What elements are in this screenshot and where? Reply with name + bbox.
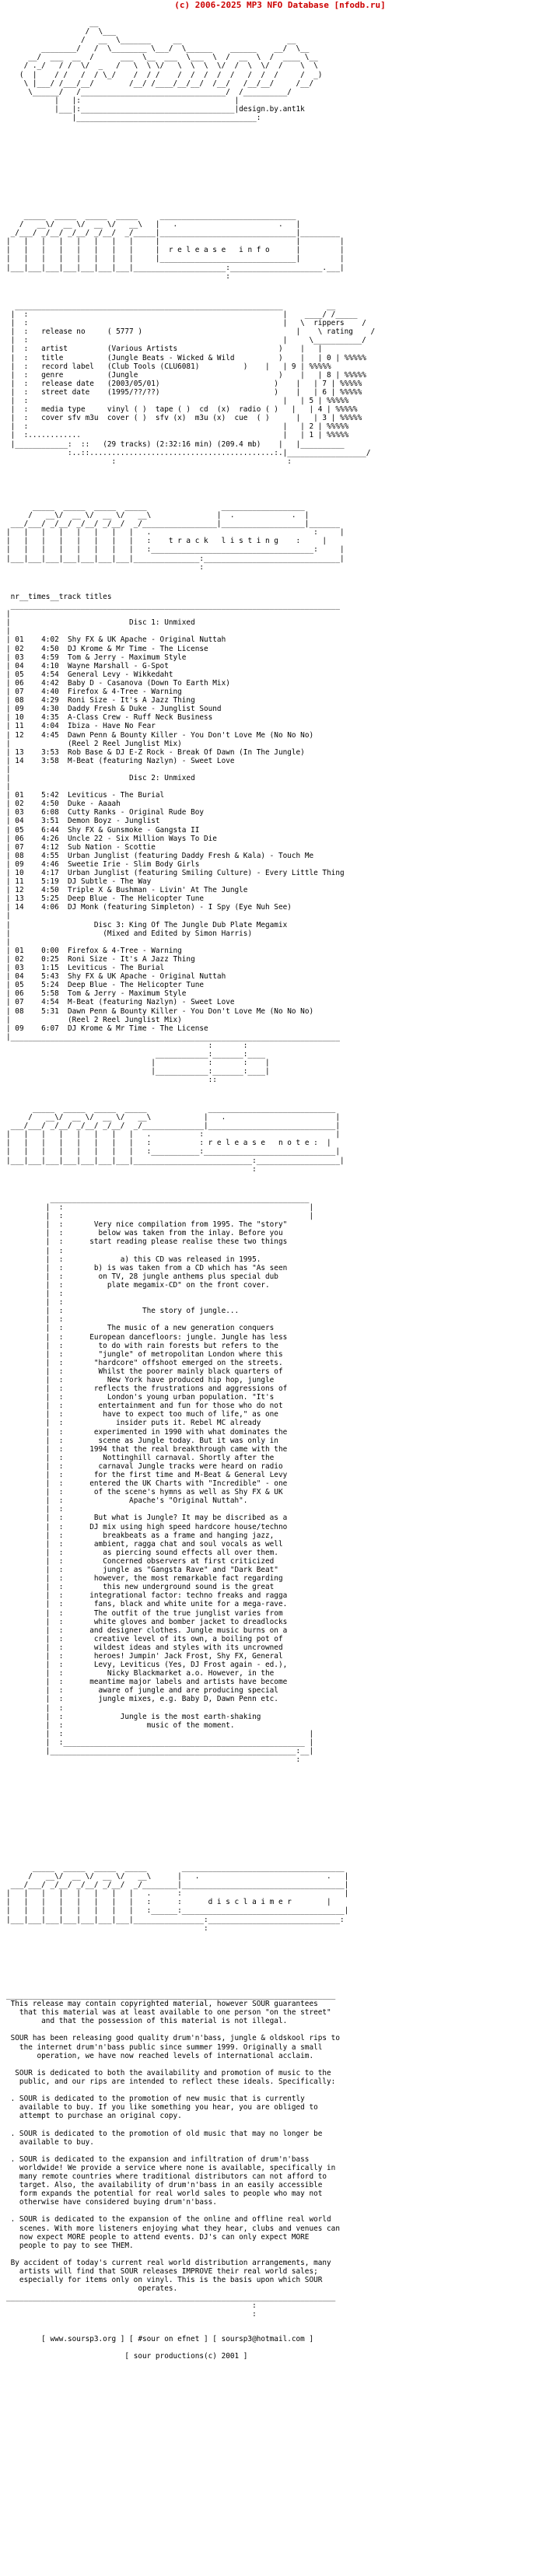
disclaimer-line: SOUR is dedicated to both the availability and promotion of music to the: [6, 2068, 331, 2077]
disclaimer-line: people to pay to see THEM.: [6, 2241, 134, 2250]
track-row: 09 6:07 DJ Krome & Mr Time - The License: [15, 1024, 208, 1033]
disclaimer-line: form expands the potential for real world sales to people who may not: [6, 2189, 323, 2199]
story-line: "jungle" of metropolitan London where this: [98, 1349, 283, 1359]
release-notes-body: ___________________________________________________________ | : | | : | | : Very nice compilation from 1995. The "story" | : below was taken from the inlay. Before you | : start reading please realise these two things | : | : a) this CD was released in 1995. | : b) is was taken from a CD which has "As seen | : on TV, 28 jungle anthems plus special dub | : plate megamix-CD" on the front cover. | : | : | : The story of jungle... | : | : The music of a new generation conquers | : European dancefloors: jungle. Jungle has less | : to do with rain forests but refers to the | : "jungle" of metropolitan London where this | : "hardcore" offshoot emerged on the streets. | : Whilst the poorer mainly black quarters of | : New York have produced hip hop, jungle | : reflects the frustrations and aggressions of | : London's young urban population. "It's | : entertainment and fun for those who do not | : have to expect too much of life," as one | : insider puts it. Rebel MC already | : experimented in 1990 with what dominates the | : scene as Jungle today. But it was only in | : 1994 that the real breakthrough came with the | : Nottinghill carnaval. Shortly after the | : carnaval Jungle tracks were heard on radio | : for the first time and M-Beat & General Levy | : entered the UK Charts with "Incredible" - one | : of the scene's hymns as well as Shy FX & UK | : Apache's "Original Nuttah". | : | : But what is Jungle? It may be discribed as a | : DJ mix using high speed hardcore house/techno | : breakbeats as a frame and hanging jazz, | : ambient, ragga chat and soul vocals as well | : as piercing sound effects all over them. | : Concerned observers at first criticized | : jungle as "Gangsta Rave" and "Dark Beat" | : however, the most remarkable fact regarding | : this new underground sound is the great | : integrational factor: techno freaks and ragga | : fans, black and white unite for a mega-rave. | : The outfit of the true junglist varies from | : white gloves and bomber jacket to dreadlocks | : and designer clothes. Jungle music burns on a | : creative level of its own, a boiling pot of | : wildest ideas and styles with its uncrowned | : heroes! Jumpin' Jack Frost, Shy FX, General | : Levy, Leviticus (Yes, DJ Frost again - ed.), | : Nicky Blackmarket a.o. However, in the | : meantime major labels and artists have become | : aware of jungle and are producing special | : jungle mixes, e.g. Baby D, Dawn Penn etc. | : | : Jungle is the most earth-shaking | : music of the moment. | : | | :_______________________________________________________ | |________________________________________________________:__| :: [6, 1195, 314, 1765]
track-row: 06 4:26 Uncle 22 - Six Million Ways To Die: [15, 834, 217, 843]
story-line: New York have produced hip hop, jungle: [107, 1375, 275, 1384]
disclaimer-line: attempt to purchase an original copy.: [6, 2112, 182, 2121]
disclaimer-line: operation, we have now reached levels of international acclaim.: [6, 2051, 314, 2060]
notes-line: below was taken from the inlay. Before you: [98, 1229, 283, 1238]
release-info-table: _____________________________________________________________ __ | : | ____/ /_____ | : | \ rippers / | : release no ( 5777 ) | \ rating / | : | \___________/ | : artist (Various Artists ) | | | : title (Jungle Beats - Wicked & Wild ) | | 0 | %%%%% | : record label (Club Tools (CLU6081) ) | | 9 | %%%%% | : genre (Jungle ) | | 8 | %%%%% | : release date (2003/05/01) ) | | 7 | %%%%% | : street date (1995/??/??) ) | | 6 | %%%%% | : | | 5 | %%%%% | : media type vinyl ( ) tape ( ) cd (x) radio ( ) | | 4 | %%%%% | : cover sfv m3u cover ( ) sfv (x) m3u (x) cue ( ) | | 3 | %%%%% | : | | 2 | %%%%% | :............ | | 1 | %%%%% |____________: :: (29 tracks) (2:32:16 min) (209.4 mb) | |__________ :..::..........................................:.|__________________/ : :: [10, 302, 376, 466]
story-line: insider puts it. Rebel MC already: [116, 1419, 261, 1428]
story-line: Apache's "Original Nuttah".: [129, 1496, 248, 1506]
disclaimer-text: [6, 2000, 340, 2293]
track-row: 07 4:12 Sub Nation - Scottie: [15, 842, 156, 852]
disclaimer-line: artists will find that SOUR releases IMPROVE their real world sales;: [6, 2267, 318, 2276]
disclaimer-line: SOUR has been releasing good quality drum'n'bass, jungle & oldskool rips to: [6, 2034, 340, 2043]
rating-1: 1 |: [309, 431, 323, 440]
disclaimer-line: available to buy. If you like something you hear, you are obliged to: [6, 2103, 318, 2112]
release-summary: (29 tracks) (2:32:16 min) (209.4 mb): [103, 439, 261, 449]
story-line: entered the UK Charts with "Incredible" - one: [89, 1479, 288, 1489]
rating-7: 7 |: [322, 379, 336, 388]
story-line: The music of a new generation conquers: [107, 1324, 275, 1333]
track-row: 11 5:19 DJ Subtle - The Way: [15, 877, 152, 887]
disclaimer-line: and that the possession of this material is not illegal.: [6, 2017, 288, 2026]
rating-2: 2 |: [309, 422, 323, 432]
street-date-value: (1995/??/??): [107, 387, 160, 397]
disclaimer-line: worldwide! We provide a service where none is available, specifically in: [6, 2163, 336, 2172]
track-row: 06 5:58 Tom & Jerry - Maximum Style: [15, 989, 187, 999]
story-line: experimented in 1990 with what dominates the: [93, 1427, 288, 1437]
notes-line: a) this CD was released in 1995.: [120, 1255, 261, 1264]
track-row: 03 4:59 Tom & Jerry - Maximum Style: [15, 653, 187, 662]
media-type-value: vinyl ( ) tape ( ) cd (x) radio ( ): [107, 405, 278, 415]
title-value: (Jungle Beats - Wicked & Wild: [107, 353, 235, 362]
disclaimer-line: . SOUR is dedicated to the expansion and infiltration of drum'n'bass: [6, 2154, 310, 2164]
story-line: Whilst the poorer mainly black quarters of: [98, 1367, 283, 1376]
track-row: 04 4:10 Wayne Marshall - G-Spot: [15, 661, 169, 670]
release-note-banner: _____ _____ _____ _____ _____________________________ / __\/ __ \/ __ \/ __\ | . | ___/___/ _/__/ _/__/ _/__/ _/______________|_____________________________| | | | | | | | | . : | | | | | | | | | : : r e l e a s e n o t e : | | | | | | | | | :___________:______________________________| |___|___|___|___|___|___|___|___________________________:___________________| :: [6, 1104, 345, 1174]
story-line: jungle as "Gangsta Rave" and "Dark Beat": [103, 1566, 278, 1575]
story-line: DJ mix using high speed hardcore house/techno: [89, 1522, 288, 1531]
genre-value: (Jungle: [107, 370, 138, 380]
track-row: 02 4:50 DJ Krome & Mr Time - The License: [15, 644, 208, 653]
story-line: as piercing sound effects all over them.: [103, 1548, 278, 1557]
track-row: 09 4:46 Sweetie Irie - Slim Body Girls: [15, 859, 200, 869]
release-date-value: (2003/05/01): [107, 379, 160, 388]
disc-3-title: Disc 3: King Of The Jungle Dub Plate Megamix: [93, 920, 288, 929]
story-line: scene as Jungle today. But it was only in: [98, 1436, 278, 1445]
disclaimer-line: especially for items only on vinyl. This is the basis upon which SOUR: [6, 2276, 323, 2285]
disclaimer-line: available to buy.: [6, 2137, 94, 2147]
disclaimer-line: target. Also, the availability of drum'n'bass in an easily accessible: [6, 2181, 323, 2190]
disclaimer-line: that this material was at least available to one person "on the street": [6, 2008, 331, 2018]
story-line: ambient, ragga chat and soul vocals as well: [93, 1539, 283, 1549]
disclaimer-line: otherwise have considered buying drum'n'bass.: [6, 2198, 217, 2207]
footer-contact: [ www.soursp3.org ] [ #sour on efnet ] [ soursp3@hotmail.com ]: [41, 2335, 314, 2343]
track-list: nr__times__track titles ___________________________________________________________________________ | | Disc 1: Unmixed | | 01 4:02 Shy FX & UK Apache - Original Nuttah | 02 4:50 DJ Krome & Mr Time - The License | 03 4:59 Tom & Jerry - Maximum Style | 04 4:10 Wayne Marshall - G-Spot | 05 4:54 General Levy - Wikkedaht | 06 4:42 Baby D - Casanova (Down To Earth Mix) | 07 4:40 Firefox & 4-Tree - Warning | 08 4:29 Roni Size - It's A Jazz Thing | 09 4:30 Daddy Fresh & Duke - Junglist Sound | 10 4:35 A-Class Crew - Ruff Neck Business | 11 4:04 Ibiza - Have No Fear | 12 4:45 Dawn Penn & Bounty Killer - You Don't Love Me (No No No) | (Reel 2 Reel Junglist Mix) | 13 3:53 Rob Base & DJ E-Z Rock - Break Of Dawn (In The Jungle) | 14 3:58 M-Beat (featuring Nazlyn) - Sweet Love | | Disc 2: Unmixed | | 01 5:42 Leviticus - The Burial | 02 4:50 Duke - Aaaah | 03 6:08 Cutty Ranks - Original Rude Boy | 04 3:51 Demon Boyz - Junglist | 05 6:44 Shy FX & Gunsmoke - Gangsta II | 06 4:26 Uncle 22 - Six Million Ways To Die | 07 4:12 Sub Nation - Scottie | 08 4:55 Urban Junglist (featuring Daddy Fresh & Kala) - Touch Me | 09 4:46 Sweetie Irie - Slim Body Girls | 10 4:17 Urban Junglist (featuring Smiling Culture) - Every Little Thing | 11 5:19 DJ Subtle - The Way | 12 4:50 Triple X & Bushman - Livin' At The Jungle | 13 5:25 Deep Blue - The Helicopter Tune | 14 4:06 DJ Monk (featuring Simpleton) - I Spy (Eye Nuh See) | | Disc 3: King Of The Jungle Dub Plate Megamix | (Mixed and Edited by Simon Harris) | | 01 0:00 Firefox & 4-Tree - Warning | 02 0:25 Roni Size - It's A Jazz Thing | 03 1:15 Leviticus - The Burial | 04 5:43 Shy FX & UK Apache - Original Nuttah | 05 5:24 Deep Blue - The Helicopter Tune | 06 5:58 Tom & Jerry - Maximum Style | 07 4:54 M-Beat (featuring Nazlyn) - Sweet Love | 08 5:31 Dawn Penn & Bounty Killer - You Don't Love Me (No No No) | (Reel 2 Reel Junglist Mix) | 09 6:07 DJ Krome & Mr Time - The License |___________________________________________________________________________ : : ____________:_______:____ | : : | |____________:_______:____| ::: [6, 593, 345, 1085]
track-row: 12 4:50 Triple X & Bushman - Livin' At The Jungle: [15, 886, 248, 895]
track-row: 04 3:51 Demon Boyz - Junglist: [15, 817, 160, 826]
logo-credit: design.by.ant1k: [239, 104, 305, 114]
rating-9: 9 |: [291, 362, 305, 371]
ripper-label: rippers: [313, 319, 345, 328]
track-row: 01 0:00 Firefox & 4-Tree - Warning: [15, 946, 182, 955]
disclaimer-line: By accident of today's current real world distribution arrangements, many: [6, 2258, 331, 2267]
story-line: of the scene's hymns as well as Shy FX & UK: [93, 1488, 283, 1497]
track-row: 01 5:42 Leviticus - The Burial: [15, 791, 165, 800]
section-title-release-info: r e l e a s e i n f o: [168, 246, 270, 255]
track-row: 02 0:25 Roni Size - It's A Jazz Thing: [15, 954, 195, 964]
story-title: The story of jungle...: [142, 1307, 240, 1316]
track-row: 01 4:02 Shy FX & UK Apache - Original Nuttah: [15, 635, 226, 645]
disclaimer-line: . SOUR is dedicated to the promotion of new music that is currently: [6, 2095, 305, 2104]
artist-value: (Various Artists: [107, 345, 178, 354]
ascii-logo: __ / \___ / __ \_______ __ __ ________/ / \________ \___/ \______ ______ __/ \__ __/ ___ __ / ___ \__ ___ \___ \ / __ \ / ____ \__ / ._/ / / \/ _ / \ \ \/ \ \ \ \/ / \ \/ / \ \ ( | / / / / \_/ / / / / / / / / / / / / _) \ |___/ /___/__/ /__/ /____/__/__/ /__/ /__/__/ /__/ \______/ /_________________________________/ /__________/ | |: | |___|:___________________________________|design.by.ant1k |_________________________________________:: [19, 19, 323, 123]
disc-1-title: Disc 1: Unmixed: [129, 618, 195, 628]
story-line: to do with rain forests but refers to the: [98, 1341, 278, 1350]
story-line: however, the most remarkable fact regarding: [93, 1574, 283, 1584]
disclaimer-line: . SOUR is dedicated to the expansion of the online and offline real world: [6, 2215, 331, 2224]
story-line: music of the moment.: [146, 1720, 235, 1730]
disclaimer-banner: _____ _____ _____ _____ _____________________________________ / __\/ __ \/ __ \/ __\ | . . | ___/___/ _/__/ _/__/ _/__/ _/________|_____________________________________| | | | | | | | | . : | | | | | | | | | : : d i s c l a i m e r | | | | | | | | | :______:_____________________________________| |___|___|___|___|___|___|___|________________:______________________________: :: [6, 1864, 349, 1933]
story-line: heroes! Jumpin' Jack Frost, Shy FX, General: [93, 1651, 283, 1661]
track-row: 02 4:50 Duke - Aaaah: [15, 800, 121, 809]
disclaimer-body: ___________________________________________________________________________ This release may contain copyrighted material, however SOUR guarantees that this material was at least available to one person "on the street" and that the possession of this material is not illegal. SOUR has been releasing good quality drum'n'bass, jungle & oldskool rips to the internet drum'n'bass public since summer 1999. Originally a small operation, we have now reached levels of international acclaim. SOUR is dedicated to both the availability and promotion of music to the public, and our rips are intended to reflect these ideals. Specifically: . SOUR is dedicated to the promotion of new music that is currently available to buy. If you like something you hear, you are obliged to attempt to purchase an original copy. . SOUR is dedicated to the promotion of old music that may no longer be available to buy. . SOUR is dedicated to the expansion and infiltration of drum'n'bass worldwide! We provide a service where none is available, specifically in many remote countries where traditional distributors can not afford to target. Also, the availability of drum'n'bass in an easily accessible form expands the potential for real world sales to people who may not otherwise have considered buying drum'n'bass. . SOUR is dedicated to the expansion of the online and offline real world scenes. With more listeners enjoying what they hear, clubs and venues can now expect MORE people to attend events. DJ's can only expect MORE people to pay to see THEM. By accident of today's current real world distribution arrangements, many artists will find that SOUR releases IMPROVE their real world sales; especially for items only on vinyl. This is the basis upon which SOUR operates. ___________________________________________________________________________ : :: [6, 1991, 340, 2319]
story-line: carnaval Jungle tracks were heard on radio: [98, 1461, 283, 1471]
track-row: 13 5:25 Deep Blue - The Helicopter Tune: [15, 894, 204, 904]
disc-3-subtitle: (Mixed and Edited by Simon Harris): [103, 929, 253, 938]
track-row: 03 6:08 Cutty Ranks - Original Rude Boy: [15, 808, 204, 817]
track-row: 05 6:44 Shy FX & Gunsmoke - Gangsta II: [15, 825, 200, 835]
story-line: this new underground sound is the great: [103, 1583, 275, 1592]
release-info-banner: _____ _____ _____ _____ _______________________________ / __\/ __ \/ __ \/ __\ | . . | _/___/ _/__/ _/__/ _/__/ _/_____|_______________________________|_________ | | | | | | | | | | | | | | | | | | | | r e l e a s e i n f o | | | | | | | | | | |_______________________________| | |___|___|___|___|___|___|___|_____________________:_____________________.___| :: [6, 212, 345, 281]
track-row: 03 1:15 Leviticus - The Burial: [15, 964, 165, 973]
track-row: 04 5:43 Shy FX & UK Apache - Original Nuttah: [15, 972, 226, 982]
story-line: "hardcore" offshoot emerged on the streets.: [93, 1358, 283, 1367]
record-label-value: (Club Tools (CLU6081): [107, 362, 200, 371]
section-title-disclaimer: d i s c l a i m e r: [208, 1898, 292, 1907]
rating-5: 5 |: [309, 397, 323, 406]
disclaimer-line: many remote countries where traditional distributors can not afford to: [6, 2172, 327, 2181]
story-line: But what is Jungle? It may be discribed as a: [93, 1514, 288, 1523]
story-line: creative level of its own, a boiling pot of: [93, 1634, 283, 1643]
story-line: Nicky Blackmarket a.o. However, in the: [107, 1669, 275, 1678]
disclaimer-line: operates.: [6, 2284, 178, 2294]
story-line: Levy, Leviticus (Yes, DJ Frost again - ed.),: [93, 1661, 288, 1670]
track-row: 10 4:35 A-Class Crew - Ruff Neck Business: [15, 713, 213, 723]
track-row: (Reel 2 Reel Junglist Mix): [15, 1015, 182, 1024]
track-row: 08 5:31 Dawn Penn & Bounty Killer - You Don't Love Me (No No No): [15, 1006, 314, 1016]
story-line: Jungle is the most earth-shaking: [120, 1712, 261, 1721]
story-line: white gloves and bomber jacket to dreadlocks: [93, 1617, 288, 1626]
track-row: 10 4:17 Urban Junglist (featuring Smiling Culture) - Every Little Thing: [15, 869, 345, 877]
disclaimer-line: now expect MORE people to attend events. DJ's can only expect MORE: [6, 2232, 310, 2242]
notes-text: | : Very nice compilation from 1995. The "story" | : below was taken from the inlay. Before you | : start reading please realise these two things | : | : a) this CD was released in 1995. | : b) is was taken from a CD which has "As seen | : on TV, 28 jungle anthems plus special dub | : plate megamix-CD" on the front cover. | : | : | : The story of jungle... | : | : The music of a new generation conquers | : European dancefloors: jungle. Jungle has less | : to do with rain forests but refers to the | : "jungle" of metropolitan London where this | : "hardcore" offshoot emerged on the streets. | : Whilst the poorer mainly black quarters of | : New York have produced hip hop, jungle | : reflects the frustrations and aggressions of | : London's young urban population. "It's | : entertainment and fun for those who do not | : have to expect too much of life," as one | : insider puts it. Rebel MC already | : experimented in 1990 with what dominates the | : scene as Jungle today. But it was only in | : 1994 that the real breakthrough came with the | : Nottinghill carnaval. Shortly after the | : carnaval Jungle tracks were heard on radio | : for the first time and M-Beat & General Levy | : entered the UK Charts with "Incredible" - one | : of the scene's hymns as well as Shy FX & UK | : Apache's "Original Nuttah". | : | : But what is Jungle? It may be discribed as a | : DJ mix using high speed hardcore house/techno | : breakbeats as a frame and hanging jazz, | : ambient, ragga chat and soul vocals as well | : as piercing sound effects all over them. | : Concerned observers at first criticized | : jungle as "Gangsta Rave" and "Dark Beat" | : however, the most remarkable fact regarding | : this new underground sound is the great | : integrational factor: techno freaks and ragga | : fans, black and white unite for a mega-rave. | : The outfit of the true junglist varies from | : white gloves and bomber jacket to dreadlocks | : and designer clothes. Jungle music burns on a | : creative level of its own, a boiling pot of | : wildest ideas and styles with its uncrowned | : heroes! Jumpin' Jack Frost, Shy FX, General | : Levy, Leviticus (Yes, DJ Frost again - ed.), | : Nicky Blackmarket a.o. However, in the | : meantime major labels and artists have become | : aware of jungle and are producing special | : jungle mixes, e.g. Baby D, Dawn Penn etc. | : | : Jungle is the most earth-shaking | : music of the moment.: [6, 1220, 288, 1730]
story-line: meantime major labels and artists have become: [89, 1678, 288, 1687]
story-line: fans, black and white unite for a mega-rave.: [93, 1600, 288, 1609]
disclaimer-line: the internet drum'n'bass public since summer 1999. Originally a small: [6, 2042, 323, 2052]
release-no: ( 5777 ): [107, 327, 142, 337]
story-line: London's young urban population. "It's: [107, 1393, 275, 1402]
notes-line: b) is was taken from a CD which has "As seen: [93, 1263, 288, 1272]
disc-1-tracks: | 01 4:02 Shy FX & UK Apache - Original Nuttah | 02 4:50 DJ Krome & Mr Time - The License | 03 4:59 Tom & Jerry - Maximum Style | 04 4:10 Wayne Marshall - G-Spot | 05 4:54 General Levy - Wikkedaht | 06 4:42 Baby D - Casanova (Down To Earth Mix) | 07 4:40 Firefox & 4-Tree - Warning | 08 4:29 Roni Size - It's A Jazz Thing | 09 4:30 Daddy Fresh & Duke - Junglist Sound | 10 4:35 A-Class Crew - Ruff Neck Business | 11 4:04 Ibiza - Have No Fear | 12 4:45 Dawn Penn & Bounty Killer - You Don't Love Me (No No No) | (Reel 2 Reel Junglist Mix) | 13 3:53 Rob Base & DJ E-Z Rock - Break Of Dawn (In The Jungle) | 14 3:58 M-Beat (featuring Nazlyn) - Sweet Love: [6, 635, 314, 765]
track-row: 14 3:58 M-Beat (featuring Nazlyn) - Sweet Love: [15, 756, 235, 765]
notes-line: on TV, 28 jungle anthems plus special dub: [98, 1272, 278, 1281]
disc-2-tracks: | 01 5:42 Leviticus - The Burial | 02 4:50 Duke - Aaaah | 03 6:08 Cutty Ranks - Original Rude Boy | 04 3:51 Demon Boyz - Junglist | 05 6:44 Shy FX & Gunsmoke - Gangsta II | 06 4:26 Uncle 22 - Six Million Ways To Die | 07 4:12 Sub Nation - Scottie | 08 4:55 Urban Junglist (featuring Daddy Fresh & Kala) - Touch Me | 09 4:46 Sweetie Irie - Slim Body Girls | 10 4:17 Urban Junglist (featuring Smiling Culture) - Every Little Thing | 11 5:19 DJ Subtle - The Way | 12 4:50 Triple X & Bushman - Livin' At The Jungle | 13 5:25 Deep Blue - The Helicopter Tune | 14 4:06 DJ Monk (featuring Simpleton) - I Spy (Eye Nuh See): [6, 791, 345, 912]
track-row: 08 4:29 Roni Size - It's A Jazz Thing: [15, 696, 195, 705]
story-line: The outfit of the true junglist varies from: [93, 1608, 283, 1618]
disclaimer-line: public, and our rips are intended to reflect these ideals. Specifically:: [6, 2077, 336, 2086]
story-line: aware of jungle and are producing special: [98, 1686, 278, 1696]
track-row: 07 4:54 M-Beat (featuring Nazlyn) - Sweet Love: [15, 998, 235, 1007]
notes-line: plate megamix-CD" on the front cover.: [107, 1280, 270, 1290]
footer-credit: [ sour productions(c) 2001 ]: [124, 2352, 248, 2361]
rating-4: 4 |: [317, 405, 331, 415]
disclaimer-line: This release may contain copyrighted material, however SOUR guarantees: [6, 2000, 318, 2009]
track-row: 07 4:40 Firefox & 4-Tree - Warning: [15, 688, 182, 697]
track-row: 09 4:30 Daddy Fresh & Duke - Junglist Sound: [15, 705, 222, 714]
disclaimer-line: . SOUR is dedicated to the promotion of old music that may no longer be: [6, 2129, 323, 2138]
story-line: integrational factor: techno freaks and ragga: [89, 1591, 288, 1601]
story-line: have to expect too much of life," as one: [103, 1410, 278, 1419]
story-line: breakbeats as a frame and hanging jazz,: [103, 1531, 275, 1540]
track-row: (Reel 2 Reel Junglist Mix): [15, 739, 182, 748]
track-row: 08 4:55 Urban Junglist (featuring Daddy Fresh & Kala) - Touch Me: [15, 851, 314, 860]
track-row: 05 4:54 General Levy - Wikkedaht: [15, 670, 173, 679]
story-line: wildest ideas and styles with its uncrowned: [93, 1643, 283, 1652]
rating-6: 6 |: [322, 387, 336, 397]
story-line: and designer clothes. Jungle music burns on a: [89, 1626, 288, 1635]
disclaimer-line: scenes. With more listeners enjoying what they hear, clubs and venues can: [6, 2224, 340, 2233]
cover-value: cover ( ) sfv (x) m3u (x) cue ( ): [107, 414, 270, 423]
story-line: jungle mixes, e.g. Baby D, Dawn Penn etc.: [98, 1695, 278, 1704]
story-line: Concerned observers at first criticized: [103, 1556, 275, 1566]
story-line: Nottinghill carnaval. Shortly after the: [103, 1453, 275, 1462]
track-row: 11 4:04 Ibiza - Have No Fear: [15, 722, 156, 731]
rating-3: 3 |: [322, 414, 336, 423]
story-line: 1994 that the real breakthrough came with the: [89, 1444, 288, 1454]
rating-8: 8 |: [327, 370, 340, 380]
page-header: (c) 2006-2025 MP3 NFO Database [nfodb.ru]: [174, 0, 386, 10]
section-title-release-note: r e l e a s e n o t e: [208, 1139, 310, 1148]
section-title-track-listing: t r a c k l i s t i n g: [168, 537, 278, 546]
track-row: 05 5:24 Deep Blue - The Helicopter Tune: [15, 981, 204, 990]
story-line: for the first time and M-Beat & General Levy: [93, 1471, 288, 1479]
notes-line: Very nice compilation from 1995. The "story": [93, 1220, 288, 1230]
track-row: 06 4:42 Baby D - Casanova (Down To Earth Mix): [15, 678, 230, 688]
track-row: 12 4:45 Dawn Penn & Bounty Killer - You Don't Love Me (No No No): [15, 730, 314, 740]
track-columns-header: nr__times__track titles: [10, 593, 112, 601]
disc-2-title: Disc 2: Unmixed: [129, 773, 195, 782]
disc-3-tracks: | 01 0:00 Firefox & 4-Tree - Warning | 02 0:25 Roni Size - It's A Jazz Thing | 03 1:15 Leviticus - The Burial | 04 5:43 Shy FX & UK Apache - Original Nuttah | 05 5:24 Deep Blue - The Helicopter Tune | 06 5:58 Tom & Jerry - Maximum Style | 07 4:54 M-Beat (featuring Nazlyn) - Sweet Love | 08 5:31 Dawn Penn & Bounty Killer - You Don't Love Me (No No No) | (Reel 2 Reel Junglist Mix) | 09 6:07 DJ Krome & Mr Time - The License: [6, 946, 314, 1033]
track-row: 13 3:53 Rob Base & DJ E-Z Rock - Break Of Dawn (In The Jungle): [15, 747, 305, 757]
rating-0: 0 |: [327, 353, 340, 362]
track-row: 14 4:06 DJ Monk (featuring Simpleton) - I Spy (Eye Nuh See): [15, 903, 292, 912]
rating-label: rating: [327, 327, 353, 337]
story-line: European dancefloors: jungle. Jungle has less: [89, 1332, 288, 1342]
story-line: reflects the frustrations and aggressions of: [93, 1384, 288, 1394]
footer: [6, 2335, 554, 2361]
track-listing-banner: _____ _____ _____ _____ ___________________ / __\/ __ \/ __ \/ __\ | . . | ___/___/ _/__/ _/__/ _/__/ _/_________________|___________________|_______ | | | | | | | | . : | | | | | | | | | : t r a c k l i s t i n g : | | | | | | | | | :_____________________________________: | |___|___|___|___|___|___|___|_______________:_______________________________| :: [6, 502, 345, 572]
notes-line: start reading please realise these two things: [89, 1237, 288, 1247]
story-line: entertainment and fun for those who do not: [98, 1402, 283, 1411]
